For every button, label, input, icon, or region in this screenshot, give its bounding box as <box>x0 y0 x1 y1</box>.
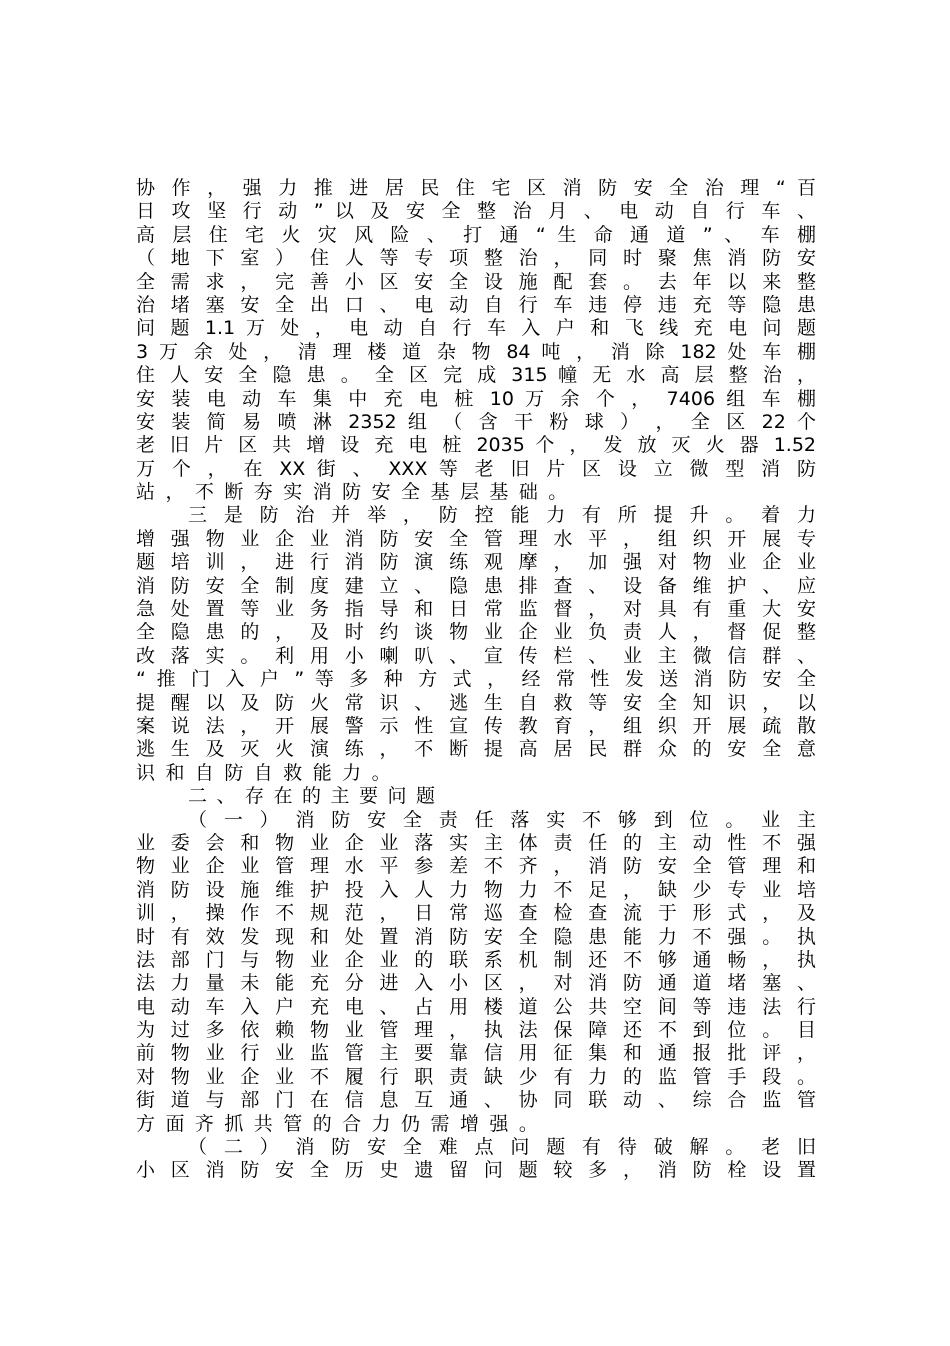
text-line: 消 防 安 全 制 度 建 立 、 隐 患 排 查 、 设 备 维 护 、 应 <box>136 574 816 597</box>
text-line: 协 作 ， 强 力 推 进 居 民 住 宅 区 消 防 安 全 治 理 “ 百 <box>136 177 816 199</box>
text-line: 老 旧 片 区 共 增 设 充 电 桩 2035 个 ， 发 放 灭 火 器 1.52 <box>136 434 816 457</box>
paragraph-start-line: （ 二 ） 消 防 安 全 难 点 问 题 有 待 破 解 。 老 旧 <box>188 1136 816 1159</box>
text-line: 逃 生 及 灭 火 演 练 ， 不 断 提 高 居 民 群 众 的 安 全 意 <box>136 738 816 761</box>
text-line: 改 落 实 。 利 用 小 喇 叭 、 宣 传 栏 、 业 主 微 信 群 、 <box>136 644 816 667</box>
section-heading: 二、存在的主要问题 <box>188 785 445 808</box>
text-line: 提 醒 以 及 防 火 常 识 、 逃 生 自 救 等 安 全 知 识 ， 以 <box>136 691 816 714</box>
text-line: 全 隐 患 的 ， 及 时 约 谈 物 业 企 业 负 责 人 ， 督 促 整 <box>136 621 816 644</box>
text-line: 安 装 简 易 喷 淋 2352 组 （ 含 干 粉 球 ） ， 全 区 22 个 <box>136 410 816 433</box>
text-line: 3 万 余 处 ， 清 理 楼 道 杂 物 84 吨 ， 消 除 182 处 车 棚 <box>136 340 816 363</box>
text-line: 物 业 企 业 管 理 水 平 参 差 不 齐 ， 消 防 安 全 管 理 和 <box>136 855 816 878</box>
paragraph-end-line: 识和自防自救能力。 <box>136 761 402 784</box>
text-line: 为 过 多 依 赖 物 业 管 理 ， 执 法 保 障 还 不 到 位 。 目 <box>136 1019 816 1042</box>
text-line: 法 力 量 未 能 充 分 进 入 小 区 ， 对 消 防 通 道 堵 塞 、 <box>136 972 816 995</box>
text-line: 高 层 住 宅 火 灾 风 险 、 打 通 “ 生 命 通 道 ” 、 车 棚 <box>136 223 816 246</box>
text-line: 住 人 安 全 隐 患 。 全 区 完 成 315 幢 无 水 高 层 整 治 ， <box>136 364 816 387</box>
text-line: “ 推 门 入 户 ” 等 多 种 方 式 ， 经 常 性 发 送 消 防 安 全 <box>136 668 816 691</box>
paragraph-end-line: 方面齐抓共管的合力仍需增强。 <box>136 1112 549 1135</box>
paragraph-end-line: 站，不断夯实消防安全基层基础。 <box>136 481 578 504</box>
text-line: 万 个 ， 在 XX 街 、 XXX 等 老 旧 片 区 设 立 微 型 消 防 <box>136 457 816 480</box>
text-line: 消 防 设 施 维 护 投 入 人 力 物 力 不 足 ， 缺 少 专 业 培 <box>136 878 816 901</box>
text-line: 训 ， 操 作 不 规 范 ， 日 常 巡 查 检 查 流 于 形 式 ， 及 <box>136 902 816 925</box>
text-line: 业 委 会 和 物 业 企 业 落 实 主 体 责 任 的 主 动 性 不 强 <box>136 831 816 854</box>
text-line: 问 题 1.1 万 处 ， 电 动 自 行 车 入 户 和 飞 线 充 电 问 题 <box>136 317 816 340</box>
text-line: 对 物 业 企 业 不 履 行 职 责 缺 少 有 力 的 监 管 手 段 。 <box>136 1065 816 1088</box>
paragraph-start-line: 三 是 防 治 并 举 ， 防 控 能 力 有 所 提 升 。 着 力 <box>188 504 816 527</box>
paragraph-start-line: （ 一 ） 消 防 安 全 责 任 落 实 不 够 到 位 。 业 主 <box>188 808 816 831</box>
text-line: 案 说 法 ， 开 展 警 示 性 宣 传 教 育 ， 组 织 开 展 疏 散 <box>136 714 816 737</box>
text-line: 法 部 门 与 物 业 企 业 的 联 系 机 制 还 不 够 通 畅 ， 执 <box>136 948 816 971</box>
document-body <box>136 177 816 1183</box>
text-line: 题 培 训 ， 进 行 消 防 演 练 观 摩 ， 加 强 对 物 业 企 业 <box>136 551 816 574</box>
text-line: 电 动 车 入 户 充 电 、 占 用 楼 道 公 共 空 间 等 违 法 行 <box>136 995 816 1018</box>
text-line: 日 攻 坚 行 动 ” 以 及 安 全 整 治 月 、 电 动 自 行 车 、 <box>136 200 816 223</box>
text-line: 时 有 效 发 现 和 处 置 消 防 安 全 隐 患 能 力 不 强 。 执 <box>136 925 816 948</box>
text-line: 小 区 消 防 安 全 历 史 遗 留 问 题 较 多 ， 消 防 栓 设 置 <box>136 1159 816 1182</box>
text-line: 全 需 求 ， 完 善 小 区 安 全 设 施 配 套 。 去 年 以 来 整 <box>136 270 816 293</box>
text-line: 街 道 与 部 门 在 信 息 互 通 、 协 同 联 动 、 综 合 监 管 <box>136 1089 816 1112</box>
text-line: 增 强 物 业 企 业 消 防 安 全 管 理 水 平 ， 组 织 开 展 专 <box>136 527 816 550</box>
text-line: 治 堵 塞 安 全 出 口 、 电 动 自 行 车 违 停 违 充 等 隐 患 <box>136 293 816 316</box>
text-line: 前 物 业 行 业 监 管 主 要 靠 信 用 征 集 和 通 报 批 评 ， <box>136 1042 816 1065</box>
text-line: （ 地 下 室 ） 住 人 等 专 项 整 治 ， 同 时 聚 焦 消 防 安 <box>136 247 816 270</box>
text-line: 急 处 置 等 业 务 指 导 和 日 常 监 督 ， 对 具 有 重 大 安 <box>136 598 816 621</box>
text-line: 安 装 电 动 车 集 中 充 电 桩 10 万 余 个 ， 7406 组 车 棚 <box>136 387 816 410</box>
